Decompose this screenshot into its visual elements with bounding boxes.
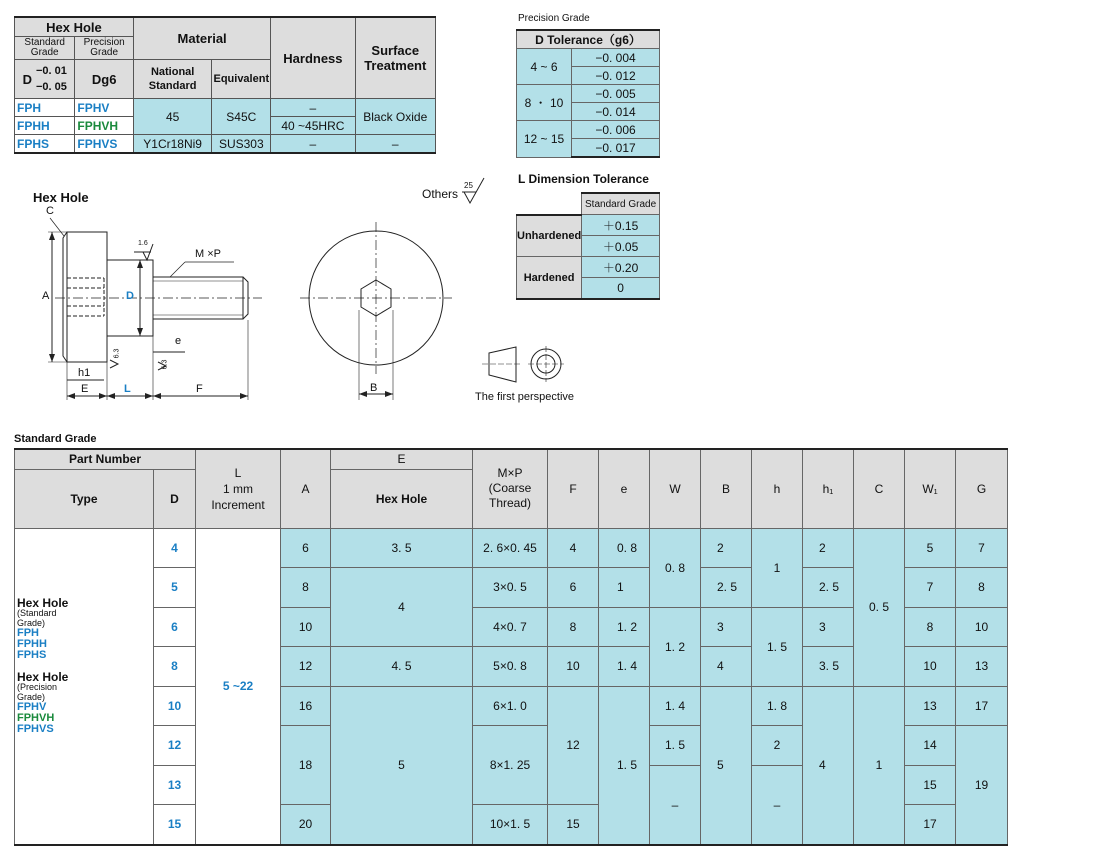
l-tol-header: Standard Grade (582, 193, 660, 215)
w-header: W (650, 449, 701, 528)
g-8: 8 (956, 568, 1008, 608)
e-small-1: 1 (599, 568, 650, 608)
h-header: h (752, 449, 803, 528)
code-fph: FPH (15, 99, 75, 117)
std-sub2: Grade) (17, 617, 46, 628)
d-range-2: 8 ・ 10 (517, 85, 572, 121)
d-tolerance-cell (15, 60, 75, 99)
mxp-6: 6×1. 0 (473, 686, 548, 726)
dimensions-table (14, 448, 1008, 846)
type-header: Type (15, 469, 154, 528)
surface-none: – (355, 135, 435, 154)
h-1-5: 1. 5 (752, 607, 803, 686)
h1-2: 2 (803, 528, 854, 568)
mat-equivalent-sus303: SUS303 (212, 135, 271, 154)
label-h1: h1 (78, 367, 91, 379)
label-a: A (42, 290, 50, 302)
prec-sub2: Grade) (17, 691, 46, 702)
prec-code-fphv: FPHV (17, 700, 47, 713)
code-fphs: FPHS (15, 135, 75, 154)
others-label: Others (422, 187, 459, 201)
d-15: 15 (154, 805, 196, 845)
a-6: 6 (281, 528, 331, 568)
hardness-none: – (271, 99, 355, 117)
h-1: 1 (752, 528, 803, 607)
l-tol-u1: ＋0.15 (582, 215, 660, 236)
mxp-4: 4×0. 7 (473, 607, 548, 647)
mxp-3: 3×0. 5 (473, 568, 548, 608)
d-range-3: 12 ~ 15 (517, 121, 572, 158)
e-small-header: e (599, 449, 650, 528)
first-angle-projection-symbol (482, 346, 564, 382)
h-none: – (752, 765, 803, 845)
l-tol-u2: ＋0.05 (582, 236, 660, 257)
d-12: 12 (154, 726, 196, 766)
label-l: L (124, 383, 131, 395)
f-15: 15 (548, 805, 599, 845)
b-2: 2 (701, 528, 752, 568)
w-none: – (650, 765, 701, 845)
hex-hole-hidden (67, 278, 104, 316)
d-upper-1: −0. 004 (572, 49, 660, 67)
mxp-header (473, 449, 548, 528)
precision-grade-header: Precision Grade (75, 37, 134, 60)
mxp-8: 8×1. 25 (473, 726, 548, 805)
std-code-fph: FPH (17, 626, 39, 639)
f-12: 12 (548, 686, 599, 805)
w-1-5: 1. 5 (650, 726, 701, 766)
d-range-1: 4 ~ 6 (517, 49, 572, 85)
d-label: D (22, 71, 32, 87)
e-small-1-5: 1. 5 (599, 686, 650, 845)
w-1-2: 1. 2 (650, 607, 701, 686)
a-header: A (281, 449, 331, 528)
hardness-header: Hardness (271, 17, 355, 99)
mxp-header-sub2: Thread) (488, 496, 532, 511)
f-10: 10 (548, 647, 599, 687)
g-19: 19 (956, 726, 1008, 845)
a-12: 12 (281, 647, 331, 687)
e-3-5: 3. 5 (331, 528, 473, 568)
standard-grade-header: Standard Grade (15, 37, 75, 60)
b-header: B (701, 449, 752, 528)
b-5: 5 (701, 686, 752, 845)
prec-sub1: (Precision (17, 681, 58, 692)
c-header: C (854, 449, 905, 528)
l-tolerance-title: L Dimension Tolerance (518, 172, 649, 186)
type-block (15, 528, 154, 845)
h1-header: h₁ (803, 449, 854, 528)
label-d: D (126, 290, 134, 302)
surface-treatment-header: Surface Treatment (355, 17, 435, 99)
precision-grade-caption: Precision Grade (518, 13, 590, 24)
h1-3-5: 3. 5 (803, 647, 854, 687)
l-tol-hardened: Hardened (517, 257, 582, 300)
mat-equivalent-s45c: S45C (212, 99, 271, 135)
e-5: 5 (331, 686, 473, 845)
h-1-8: 1. 8 (752, 686, 803, 726)
w1-5: 5 (905, 528, 956, 568)
d-8: 8 (154, 647, 196, 687)
mat-national-45: 45 (133, 99, 211, 135)
code-fphh: FPHH (15, 117, 75, 135)
hardness-40-45: 40 ~45HRC (271, 117, 355, 135)
d-upper-3: −0. 006 (572, 121, 660, 139)
label-e-small: e (175, 335, 182, 347)
w1-7: 7 (905, 568, 956, 608)
d-tolerance-header: D Tolerance（g6） (517, 30, 660, 49)
c-0-5: 0. 5 (854, 528, 905, 686)
b-2-5: 2. 5 (701, 568, 752, 608)
part-head (67, 232, 107, 362)
hardness-none-2: – (271, 135, 355, 154)
h-2: 2 (752, 726, 803, 766)
head-chamfer (63, 232, 67, 362)
w1-header: W₁ (905, 449, 956, 528)
mxp-header-sub1: (Coarse (488, 481, 532, 496)
l-range: 5 ~22 (196, 528, 281, 845)
g-7: 7 (956, 528, 1008, 568)
prec-code-fphvs: FPHVS (17, 722, 54, 735)
g-13: 13 (956, 647, 1008, 687)
e-4-5: 4. 5 (331, 647, 473, 687)
g-header: G (956, 449, 1008, 528)
label-b: B (370, 382, 378, 394)
d-6: 6 (154, 607, 196, 647)
std-code-fphs: FPHS (17, 648, 47, 661)
others-roughness-value: 25 (464, 181, 473, 190)
d-10: 10 (154, 686, 196, 726)
dg6-header: Dg6 (75, 60, 134, 99)
d-13: 13 (154, 765, 196, 805)
d-lower-3: −0. 017 (572, 139, 660, 158)
l-header-sub: 1 mm Increment (211, 481, 265, 512)
std-title: Hex Hole (17, 595, 69, 610)
national-standard-header: National Standard (133, 60, 211, 99)
d-upper-2: −0. 005 (572, 85, 660, 103)
e-4: 4 (331, 568, 473, 647)
mat-national-y1cr18ni9: Y1Cr18Ni9 (133, 135, 211, 154)
part-number-header: Part Number (15, 449, 196, 469)
first-perspective-label: The first perspective (475, 391, 575, 403)
d-tol-upper: −0. 01 (35, 65, 67, 77)
w1-10: 10 (905, 647, 956, 687)
w-1-4: 1. 4 (650, 686, 701, 726)
surface-black-oxide: Black Oxide (355, 99, 435, 135)
a-10: 10 (281, 607, 331, 647)
d-4: 4 (154, 528, 196, 568)
code-fphv: FPHV (75, 99, 134, 117)
d-tol-lower: −0. 05 (35, 81, 67, 93)
f-header: F (548, 449, 599, 528)
a-16: 16 (281, 686, 331, 726)
f-4: 4 (548, 528, 599, 568)
prec-title: Hex Hole (17, 669, 69, 684)
mxp-2-6: 2. 6×0. 45 (473, 528, 548, 568)
material-header: Material (133, 17, 270, 60)
label-e: E (81, 383, 89, 395)
w1-8: 8 (905, 607, 956, 647)
c-1: 1 (854, 686, 905, 845)
material-table (14, 16, 436, 154)
d-lower-2: −0. 014 (572, 103, 660, 121)
l-tol-unhardened: Unhardened (517, 215, 582, 257)
d-5: 5 (154, 568, 196, 608)
a-18: 18 (281, 726, 331, 805)
prec-code-fphvh: FPHVH (17, 711, 55, 724)
w-0-8: 0. 8 (650, 528, 701, 607)
a-8: 8 (281, 568, 331, 608)
code-fphvh: FPHVH (75, 117, 134, 135)
label-c: C (46, 205, 54, 217)
w1-17: 17 (905, 805, 956, 845)
f-8: 8 (548, 607, 599, 647)
equivalent-header: Equivalent (212, 60, 271, 99)
d-lower-1: −0. 012 (572, 67, 660, 85)
d-tolerance-table (516, 29, 660, 158)
h1-2-5: 2. 5 (803, 568, 854, 608)
g-17: 17 (956, 686, 1008, 726)
b-3: 3 (701, 607, 752, 647)
f-6: 6 (548, 568, 599, 608)
l-tol-h2: 0 (582, 278, 660, 300)
code-fphvs: FPHVS (75, 135, 134, 154)
w1-15: 15 (905, 765, 956, 805)
l-header-label: L (234, 465, 242, 480)
mxp-5: 5×0. 8 (473, 647, 548, 687)
l-tol-h1: ＋0.20 (582, 257, 660, 278)
g-10: 10 (956, 607, 1008, 647)
std-code-fphh: FPHH (17, 637, 47, 650)
h1-4: 4 (803, 686, 854, 845)
roughness-1-6: 1.6 (138, 240, 148, 247)
std-sub1: (Standard (17, 607, 57, 618)
drawing-title: Hex Hole (33, 190, 89, 205)
mxp-header-label: M×P (497, 466, 523, 481)
hex-hole-header: Hex Hole (15, 17, 134, 37)
l-header (196, 449, 281, 528)
e-small-1-2: 1. 2 (599, 607, 650, 647)
mxp-10: 10×1. 5 (473, 805, 548, 845)
e-hex-hole-header: Hex Hole (331, 469, 473, 528)
label-mxp: M ×P (195, 248, 221, 260)
e-small-0-8: 0. 8 (599, 528, 650, 568)
w1-13: 13 (905, 686, 956, 726)
standard-grade-caption: Standard Grade (14, 433, 97, 445)
e-header: E (331, 449, 473, 469)
d-header: D (154, 469, 196, 528)
roughness-6-3-b: 6.3 (161, 359, 169, 370)
e-small-1-4: 1. 4 (599, 647, 650, 687)
roughness-6-3-a: 6.3 (113, 348, 121, 359)
a-20: 20 (281, 805, 331, 845)
h1-3: 3 (803, 607, 854, 647)
label-f: F (196, 383, 203, 395)
w1-14: 14 (905, 726, 956, 766)
b-4: 4 (701, 647, 752, 687)
